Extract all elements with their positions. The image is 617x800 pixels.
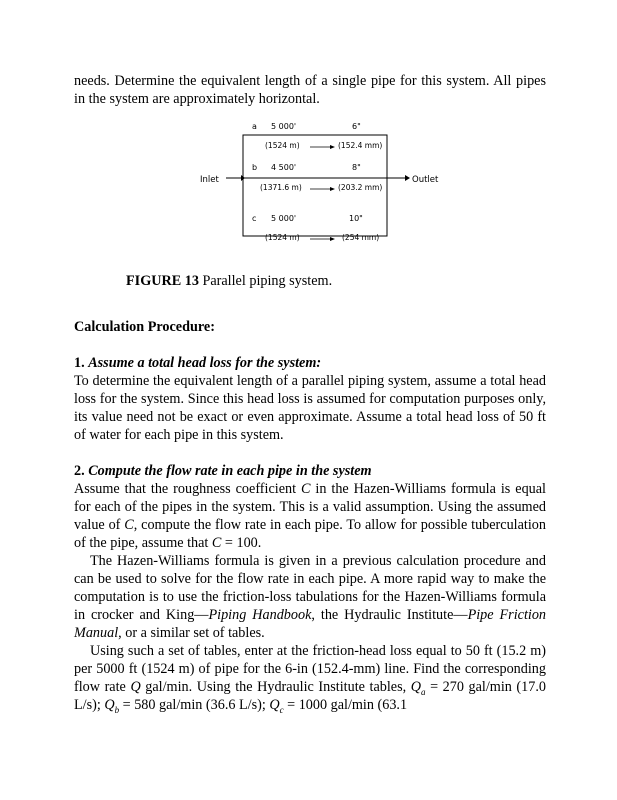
- text-run: , compute the flow rate in each pipe. To allow for possible tuberculation of the pipe, assume that: [74, 517, 546, 551]
- pipe-a-flow-arrow-icon: [330, 145, 335, 149]
- pipe-c-diameter-si: (254 mm): [342, 233, 380, 242]
- figure-caption-label: FIGURE 13: [126, 273, 199, 289]
- text-run: The Hazen-Williams formula is given in a previous calculation procedure and can be used to solve for the flow rate in each pipe. A more rapid way to make the computation is to use the friction-loss tabulations for the Hazen-Williams formula in crocker and King—: [74, 553, 546, 623]
- outlet-label: Outlet: [412, 175, 439, 185]
- subscript-a: a: [420, 686, 426, 697]
- pipe-a-diameter-si: (152.4 mm): [338, 141, 383, 150]
- pipe-c-flow-arrow-icon: [330, 237, 335, 241]
- step1-title: Assume a total head loss for the system:: [88, 355, 322, 371]
- book-title-piping-handbook: Piping Handbook: [208, 607, 312, 623]
- pipe-c-length-si: (1524 m): [265, 233, 300, 242]
- outlet-arrow-icon: [405, 175, 410, 181]
- step2-paragraph-2: [74, 552, 546, 642]
- step1-body: To determine the equivalent length of a parallel piping system, assume a total head loss for the system. Since this head loss is assumed for computation purposes only, its value need not be exact or even approximate. Assume a total head loss of 50 ft of water for each pipe in this system.: [74, 373, 546, 443]
- text-run: , or a similar set of tables.: [118, 625, 265, 641]
- parallel-piping-figure: [74, 120, 546, 260]
- pipe-b-letter: b: [252, 163, 258, 172]
- text-run: = 1000 gal/min (63.1: [283, 697, 408, 713]
- subscript-b: b: [114, 704, 120, 715]
- pipe-a-length: 5 000': [271, 122, 297, 131]
- piping-diagram: [74, 120, 546, 250]
- pipe-a-letter: a: [252, 122, 257, 131]
- step2-title: Compute the flow rate in each pipe in the system: [88, 463, 372, 479]
- pipe-a-diameter: 6": [352, 122, 361, 131]
- text-run: Using such a set of tables, enter at the friction-head loss equal to 50 ft (15.2 m) per 5000 ft (1524 m) of pipe for the 6-in (152.4-mm) line. Find the corresponding flow rate: [74, 643, 546, 695]
- figure-caption: [74, 272, 546, 290]
- pipe-b-length-si: (1371.6 m): [260, 183, 302, 192]
- pipe-b-flow-arrow-icon: [330, 187, 335, 191]
- step2-number: 2.: [74, 463, 89, 479]
- step2-paragraph-3: [74, 642, 546, 714]
- document-page: [74, 72, 546, 714]
- variable-c: C: [211, 535, 222, 551]
- subscript-c: c: [279, 704, 284, 715]
- book-title-pipe-friction-manual: Pipe Friction Manual: [74, 607, 547, 641]
- variable-c: C: [300, 481, 311, 497]
- variable-qc: Q: [269, 697, 280, 713]
- text-run: = 580 gal/min (36.6 L/s);: [119, 697, 270, 713]
- pipe-a-length-si: (1524 m): [265, 141, 300, 150]
- variable-qb: Q: [104, 697, 115, 713]
- step2-heading: [74, 462, 546, 480]
- text-run: gal/min. Using the Hydraulic Institute tables,: [140, 679, 411, 695]
- text-run: in the Hazen-Williams formula is equal for each of the pipes in the system. This is a valid assumption. Using the assumed value of: [74, 481, 546, 533]
- variable-q: Q: [130, 679, 141, 695]
- pipe-b-length: 4 500': [271, 163, 297, 172]
- step2-paragraph-1: [74, 480, 546, 552]
- variable-c: C: [124, 517, 134, 533]
- pipe-b-diameter-si: (203.2 mm): [338, 183, 383, 192]
- pipe-c-letter: c: [252, 214, 257, 223]
- calc-procedure-heading: Calculation Procedure:: [74, 319, 215, 335]
- pipe-c-diameter: 10": [349, 214, 363, 223]
- figure-caption-text: Parallel piping system.: [198, 273, 333, 289]
- text-run: = 100.: [221, 535, 262, 551]
- text-run: Assume that the roughness coefficient: [74, 481, 301, 497]
- text-run: = 270 gal/min (17.0 L/s);: [74, 679, 546, 713]
- step1-number: 1.: [74, 355, 89, 371]
- text-run: , the Hydraulic Institute—: [311, 607, 468, 623]
- variable-qa: Q: [410, 679, 421, 695]
- step1-heading: [74, 354, 546, 372]
- intro-paragraph: needs. Determine the equivalent length of a single pipe for this system. All pipes in the system are approximately horizontal.: [74, 73, 546, 107]
- pipe-b-diameter: 8": [352, 163, 361, 172]
- inlet-label: Inlet: [200, 175, 219, 185]
- pipe-c-length: 5 000': [271, 214, 297, 223]
